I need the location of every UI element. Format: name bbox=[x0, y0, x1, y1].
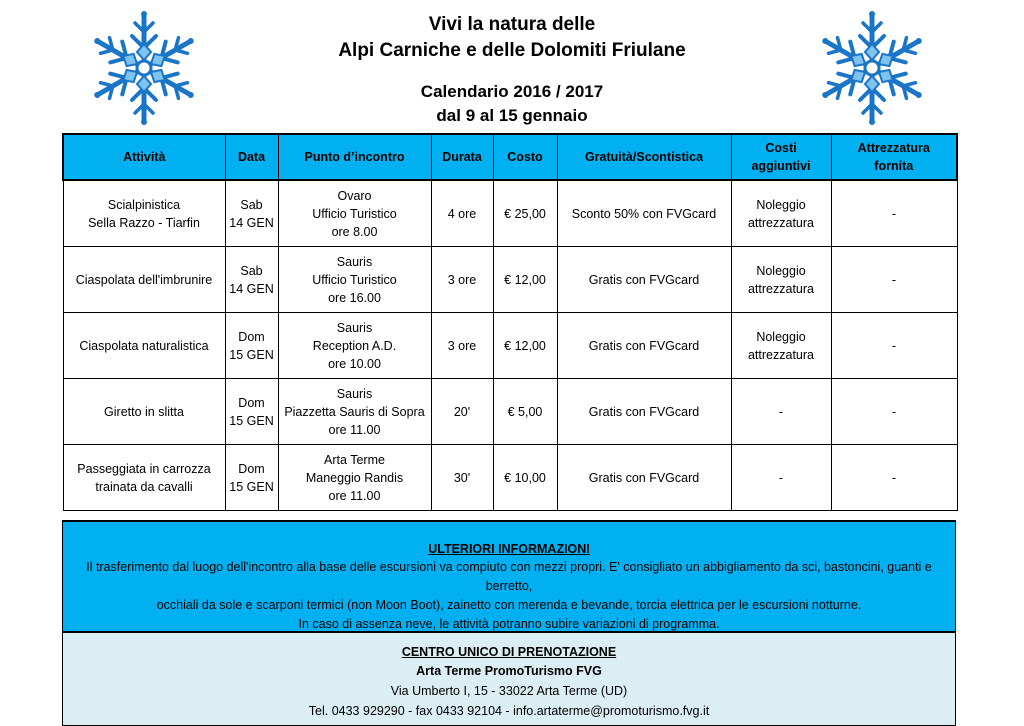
cell-punto-line: ore 11.00 bbox=[328, 422, 381, 437]
cell-attrezzatura: - bbox=[831, 247, 957, 313]
cell-punto-line: Ovaro bbox=[337, 188, 372, 203]
cell-costo: € 12,00 bbox=[493, 247, 557, 313]
cell-data-line: Dom bbox=[238, 329, 265, 344]
cell-costi-aggiuntivi bbox=[731, 445, 831, 511]
cell-gratuita: Gratis con FVGcard bbox=[557, 445, 731, 511]
col-header-durata: Durata bbox=[431, 134, 493, 180]
cell-costo: € 10,00 bbox=[493, 445, 557, 511]
col-header-gratuita: Gratuità/Scontistica bbox=[557, 134, 731, 180]
cell-costi-aggiuntivi-line: - bbox=[778, 470, 784, 485]
cell-punto bbox=[278, 313, 431, 379]
activities-table bbox=[62, 133, 958, 511]
table-row bbox=[63, 379, 957, 445]
cell-costi-aggiuntivi-line: Noleggio bbox=[756, 263, 806, 278]
col-header-attivita: Attività bbox=[63, 134, 225, 180]
cell-punto bbox=[278, 445, 431, 511]
cell-costi-aggiuntivi-line: Noleggio bbox=[756, 197, 806, 212]
cell-punto-line: Maneggio Randis bbox=[305, 470, 404, 485]
calendar-title: Calendario 2016 / 2017 bbox=[420, 82, 604, 101]
cell-punto-line: ore 16.00 bbox=[328, 290, 381, 305]
cell-attivita-line: Giretto in slitta bbox=[104, 404, 184, 419]
table-row bbox=[63, 313, 957, 379]
title-line-1: Vivi la natura delle bbox=[428, 14, 596, 35]
col-header-punto: Punto d’incontro bbox=[278, 134, 431, 180]
table-row bbox=[63, 247, 957, 313]
cell-punto-line: Arta Terme bbox=[324, 452, 385, 467]
cell-attrezzatura: - bbox=[831, 313, 957, 379]
cell-gratuita: Gratis con FVGcard bbox=[557, 313, 731, 379]
cell-attivita-line: Ciaspolata naturalistica bbox=[79, 338, 209, 353]
cell-costi-aggiuntivi-line: attrezzatura bbox=[747, 281, 814, 296]
calendar-dates: dal 9 al 15 gennaio bbox=[436, 106, 588, 125]
cell-durata: 3 ore bbox=[431, 247, 493, 313]
cell-attivita-line: Passeggiata in carrozza bbox=[77, 461, 211, 476]
cell-data bbox=[225, 379, 278, 445]
cell-costi-aggiuntivi-line: Noleggio bbox=[756, 329, 806, 344]
cell-costi-aggiuntivi-line: attrezzatura bbox=[747, 215, 814, 230]
cell-punto-line: Ufficio Turistico bbox=[312, 272, 397, 287]
cell-punto-line: Sauris bbox=[336, 386, 373, 401]
booking-box bbox=[62, 631, 956, 726]
cell-costi-aggiuntivi-line: - bbox=[778, 404, 784, 419]
cell-punto-line: ore 11.00 bbox=[328, 488, 381, 503]
cell-data-line: Sab bbox=[240, 263, 263, 278]
cell-punto-line: Piazzetta Sauris di Sopra bbox=[284, 404, 425, 419]
cell-attivita bbox=[63, 180, 225, 247]
cell-costi-aggiuntivi bbox=[731, 180, 831, 247]
col-header-costi-aggiuntivi: Costi aggiuntivi bbox=[731, 134, 831, 180]
cell-costo: € 5,00 bbox=[493, 379, 557, 445]
table-row bbox=[63, 180, 957, 247]
booking-contacts: Tel. 0433 929290 - fax 0433 92104 - info.artaterme@promoturismo.fvg.it bbox=[308, 704, 710, 718]
cell-punto bbox=[278, 247, 431, 313]
info-line: Il trasferimento dal luogo dell'incontro alla base delle escursioni va compiuto con mezzi propri. E' consigliato un abbigliamento da sci, bastoncini, guanti e berretto, bbox=[86, 560, 932, 593]
col-header-attrezzatura: Attrezzatura fornita bbox=[831, 134, 957, 180]
cell-data-line: 15 GEN bbox=[229, 413, 274, 428]
cell-punto-line: ore 10.00 bbox=[328, 356, 381, 371]
cell-attivita-line: Sella Razzo - Tiarfin bbox=[88, 215, 200, 230]
table-header-row bbox=[63, 134, 957, 180]
cell-attivita bbox=[63, 247, 225, 313]
booking-address: Via Umberto I, 15 - 33022 Arta Terme (UD) bbox=[390, 684, 628, 698]
cell-data-line: Dom bbox=[238, 395, 265, 410]
cell-durata: 4 ore bbox=[431, 180, 493, 247]
cell-gratuita: Gratis con FVGcard bbox=[557, 379, 731, 445]
cell-data bbox=[225, 180, 278, 247]
cell-punto-line: ore 8.00 bbox=[331, 224, 378, 239]
booking-org: Arta Terme PromoTurismo FVG bbox=[416, 664, 602, 678]
cell-attivita bbox=[63, 379, 225, 445]
cell-punto-line: Reception A.D. bbox=[312, 338, 397, 353]
info-line: occhiali da sole e scarponi termici (non Moon Boot), zainetto con merenda e bevande, torcia elettrica per le escursioni notturne. bbox=[156, 598, 862, 612]
cell-durata: 20' bbox=[431, 379, 493, 445]
cell-attivita bbox=[63, 313, 225, 379]
cell-data bbox=[225, 313, 278, 379]
cell-punto bbox=[278, 379, 431, 445]
cell-costi-aggiuntivi bbox=[731, 379, 831, 445]
table-row bbox=[63, 445, 957, 511]
cell-costi-aggiuntivi bbox=[731, 313, 831, 379]
cell-gratuita: Sconto 50% con FVGcard bbox=[557, 180, 731, 247]
cell-durata: 30' bbox=[431, 445, 493, 511]
cell-attivita bbox=[63, 445, 225, 511]
cell-attrezzatura: - bbox=[831, 379, 957, 445]
cell-punto bbox=[278, 180, 431, 247]
cell-punto-line: Sauris bbox=[336, 320, 373, 335]
cell-attivita-line: Ciaspolata dell'imbrunire bbox=[75, 272, 213, 287]
col-header-costo: Costo bbox=[493, 134, 557, 180]
cell-costo: € 12,00 bbox=[493, 313, 557, 379]
cell-data bbox=[225, 247, 278, 313]
cell-attrezzatura: - bbox=[831, 180, 957, 247]
cell-durata: 3 ore bbox=[431, 313, 493, 379]
cell-data-line: Sab bbox=[240, 197, 263, 212]
cell-punto-line: Sauris bbox=[336, 254, 373, 269]
cell-data-line: 14 GEN bbox=[229, 215, 274, 230]
cell-costi-aggiuntivi bbox=[731, 247, 831, 313]
cell-attrezzatura: - bbox=[831, 445, 957, 511]
info-title: ULTERIORI INFORMAZIONI bbox=[428, 542, 590, 556]
cell-data-line: 15 GEN bbox=[229, 347, 274, 362]
booking-title: CENTRO UNICO DI PRENOTAZIONE bbox=[401, 645, 617, 659]
cell-costo: € 25,00 bbox=[493, 180, 557, 247]
cell-attivita-line: Scialpinistica bbox=[107, 197, 181, 212]
info-box bbox=[62, 520, 956, 634]
cell-data bbox=[225, 445, 278, 511]
cell-costi-aggiuntivi-line: attrezzatura bbox=[747, 347, 814, 362]
cell-data-line: 14 GEN bbox=[229, 281, 274, 296]
info-line: In caso di assenza neve, le attività potranno subire variazioni di programma. bbox=[298, 617, 720, 631]
col-header-data: Data bbox=[225, 134, 278, 180]
cell-gratuita: Gratis con FVGcard bbox=[557, 247, 731, 313]
cell-attivita-line: trainata da cavalli bbox=[95, 479, 193, 494]
cell-data-line: Dom bbox=[238, 461, 265, 476]
title-line-2: Alpi Carniche e delle Dolomiti Friulane bbox=[338, 40, 686, 61]
cell-data-line: 15 GEN bbox=[229, 479, 274, 494]
cell-punto-line: Ufficio Turistico bbox=[312, 206, 397, 221]
